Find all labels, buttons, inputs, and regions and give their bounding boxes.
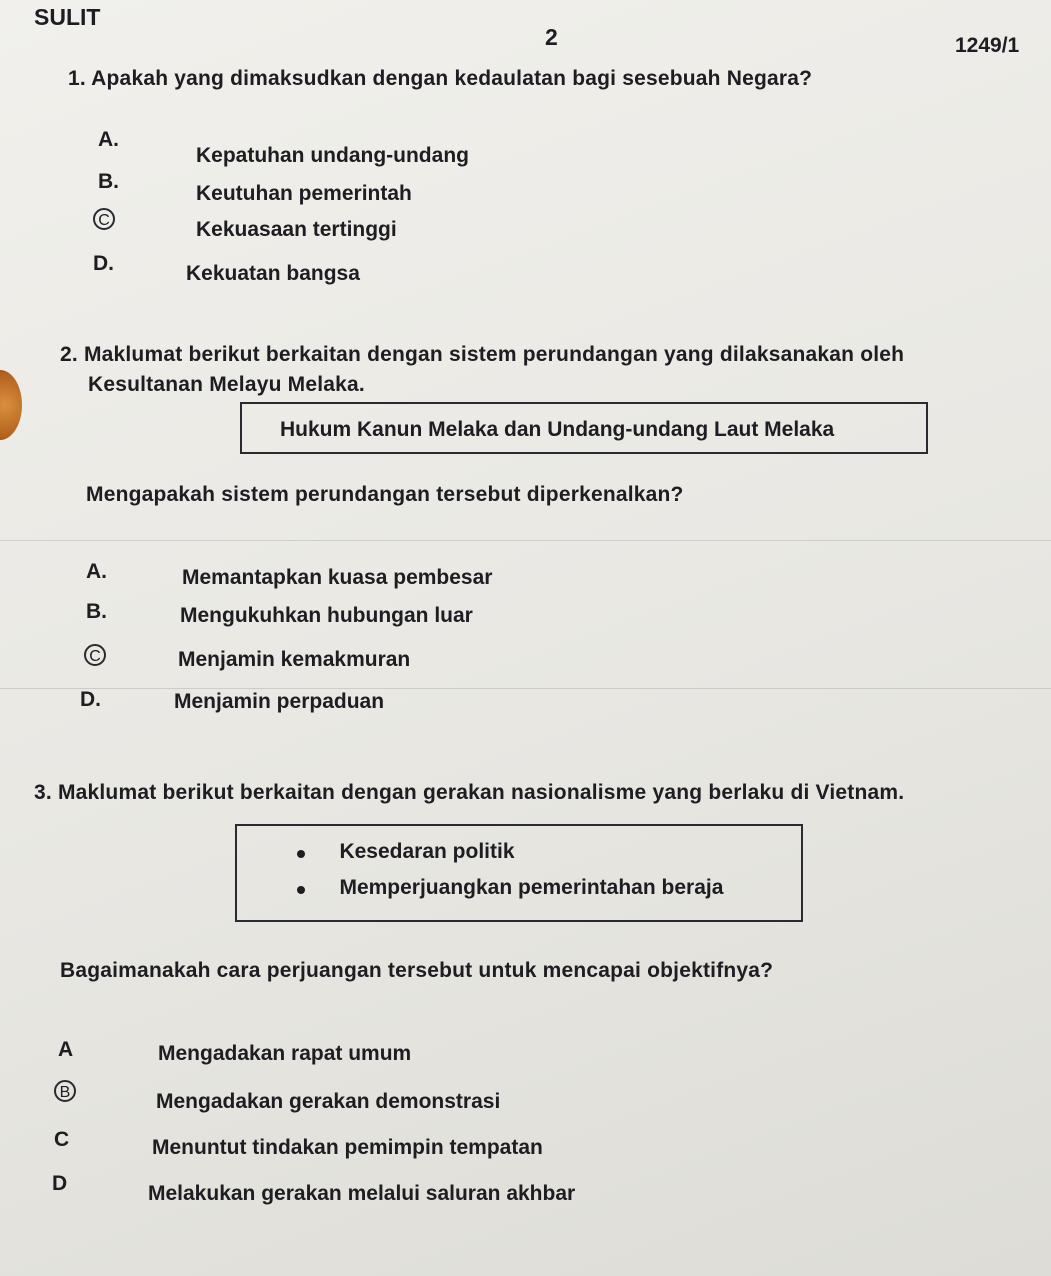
- selected-answer-mark: B: [54, 1080, 76, 1102]
- option-text: Mengadakan gerakan demonstrasi: [156, 1090, 501, 1113]
- question-3-stem: 3. Maklumat berikut berkaitan dengan gerakan nasionalisme yang berlaku di Vietnam.: [34, 781, 905, 804]
- option-letter: D: [52, 1172, 68, 1195]
- option-text: Mengukuhkan hubungan luar: [180, 604, 473, 627]
- bullet-dot: [297, 886, 305, 894]
- option-letter: C: [54, 1128, 70, 1151]
- option-letter: B.: [98, 170, 119, 193]
- header-left: SULIT: [34, 4, 101, 30]
- bullet-item: [297, 876, 723, 900]
- option-text: Kepatuhan undang-undang: [196, 144, 469, 167]
- question-2-stem-line-1: 2. Maklumat berikut berkaitan dengan sistem perundangan yang dilaksanakan oleh: [60, 343, 905, 366]
- bullet-item: [297, 840, 515, 864]
- option-letter: A.: [86, 560, 107, 583]
- option-text: Keutuhan pemerintah: [196, 182, 412, 205]
- paper-fold-line: [0, 688, 1051, 689]
- bullet-dot: [297, 850, 305, 858]
- question-3-question: Bagaimanakah cara perjuangan tersebut untuk mencapai objektifnya?: [60, 959, 774, 982]
- question-2-info-box: [240, 402, 928, 454]
- option-letter: D.: [93, 252, 114, 275]
- question-2-stem-line-2: Kesultanan Melayu Melaka.: [88, 373, 365, 396]
- option-text: Mengadakan rapat umum: [158, 1042, 412, 1065]
- option-letter: B.: [86, 600, 107, 623]
- question-1-stem: 1. Apakah yang dimaksudkan dengan kedaulatan bagi sesebuah Negara?: [68, 67, 813, 90]
- option-text: Melakukan gerakan melalui saluran akhbar: [148, 1182, 576, 1205]
- page-number: 2: [545, 24, 558, 50]
- option-text: Memantapkan kuasa pembesar: [182, 566, 493, 589]
- bullet-text: Memperjuangkan pemerintahan beraja: [339, 876, 724, 899]
- selected-answer-mark: C: [93, 208, 115, 230]
- info-box-text: Hukum Kanun Melaka dan Undang-undang Laut Melaka: [280, 418, 835, 441]
- paper-fold-line: [0, 540, 1051, 541]
- selected-answer-mark: C: [84, 644, 106, 666]
- question-3-info-box: [235, 824, 803, 922]
- bullet-text: Kesedaran politik: [339, 840, 515, 863]
- option-text: Kekuatan bangsa: [186, 262, 360, 285]
- paper-code: 1249/1: [955, 34, 1020, 57]
- question-2-question: Mengapakah sistem perundangan tersebut diperkenalkan?: [86, 483, 684, 506]
- option-text: Kekuasaan tertinggi: [196, 218, 397, 241]
- thumb: [0, 370, 22, 440]
- option-letter: D.: [80, 688, 101, 711]
- option-text: Menjamin perpaduan: [174, 690, 385, 713]
- option-text: Menjamin kemakmuran: [178, 648, 411, 671]
- option-letter: A.: [98, 128, 119, 151]
- option-text: Menuntut tindakan pemimpin tempatan: [152, 1136, 543, 1159]
- option-letter: A: [58, 1038, 74, 1061]
